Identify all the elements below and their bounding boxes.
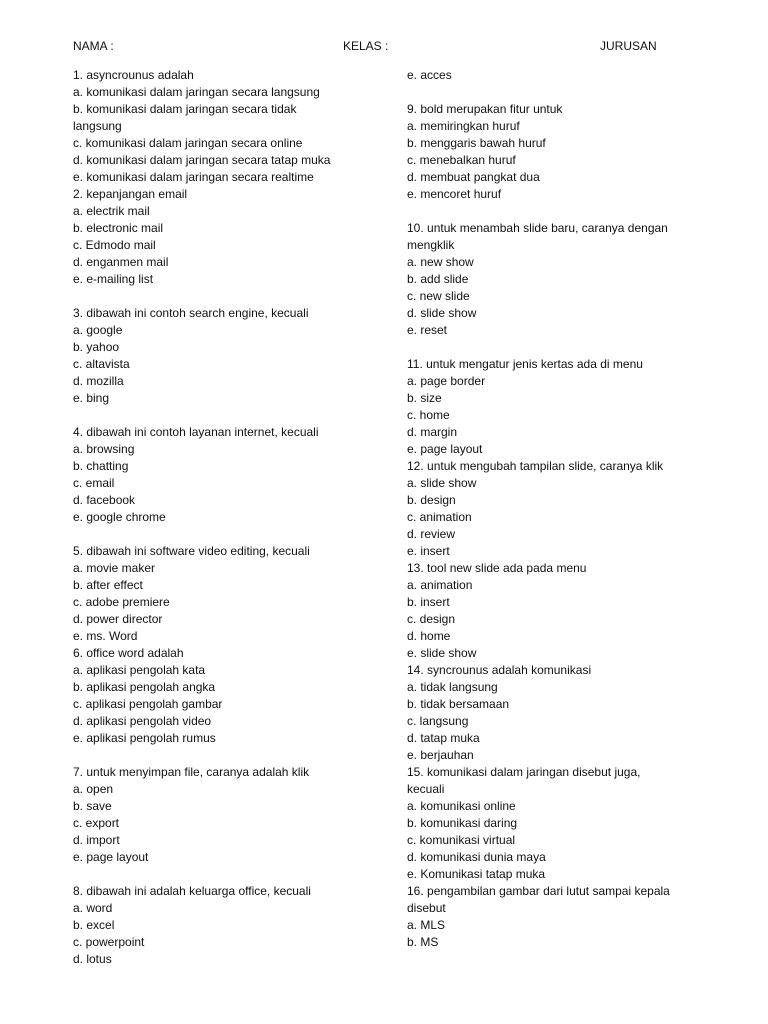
answer-line: b. aplikasi pengolah angka [73,680,216,694]
answer-line: d. facebook [73,493,136,507]
answer-line: e. komunikasi dalam jaringan secara realtime [73,170,314,184]
answer-line: b. insert [407,595,450,609]
answer-line: a. animation [407,578,473,592]
answer-line: b. tidak bersamaan [407,697,510,711]
answer-line: b. design [407,493,456,507]
answer-line: d. komunikasi dalam jaringan secara tatap muka [73,153,331,167]
answer-line: d. home [407,629,451,643]
blank-line [407,203,729,220]
answer-line: c. menebalkan huruf [407,153,516,167]
answer-line: e. acces [407,68,452,82]
answer-line: d. komunikasi dunia maya [407,850,546,864]
answer-line: a. electrik mail [73,204,150,218]
answer-line: e. slide show [407,646,477,660]
question-text: 15. komunikasi dalam jaringan disebut juga, [407,765,641,779]
answer-line: a. new show [407,255,474,269]
answer-line: d. import [73,833,120,847]
answer-line: e. insert [407,544,450,558]
nama-label: NAMA : [73,39,114,53]
answer-line: a. google [73,323,123,337]
answer-line: a. MLS [407,918,446,932]
answer-line: b. save [73,799,112,813]
answer-line: a. movie maker [73,561,156,575]
question-text: 12. untuk mengubah tampilan slide, caranya klik [407,459,664,473]
answer-line: mengklik [407,238,455,252]
answer-line: e. bing [73,391,110,405]
blank-line [73,288,395,305]
answer-line: d. aplikasi pengolah video [73,714,212,728]
question-text: 8. dibawah ini adalah keluarga office, kecuali [73,884,311,898]
answer-line: d. power director [73,612,163,626]
answer-line: langsung [73,119,122,133]
answer-line: kecuali [407,782,445,796]
answer-line: c. email [73,476,115,490]
answer-line: c. design [407,612,456,626]
answer-line: disebut [407,901,446,915]
answer-line: c. export [73,816,120,830]
kelas-label: KELAS : [343,39,389,53]
question-text: 13. tool new slide ada pada menu [407,561,587,575]
question-text: 10. untuk menambah slide baru, caranya dengan [407,221,668,235]
answer-line: d. lotus [73,952,112,966]
answer-line: a. komunikasi online [407,799,516,813]
answer-line: b. after effect [73,578,143,592]
answer-line: a. memiringkan huruf [407,119,520,133]
answer-line: c. Edmodo mail [73,238,156,252]
answer-line: a. open [73,782,114,796]
answer-line: d. mozilla [73,374,124,388]
answer-line: a. aplikasi pengolah kata [73,663,206,677]
answer-line: a. tidak langsung [407,680,498,694]
question-text: 6. office word adalah [73,646,184,660]
answer-line: b. size [407,391,442,405]
blank-line [407,339,729,356]
answer-line: c. komunikasi virtual [407,833,516,847]
answer-line: b. yahoo [73,340,120,354]
question-text: 9. bold merupakan fitur untuk [407,102,563,116]
answer-line: d. slide show [407,306,477,320]
answer-line: c. animation [407,510,472,524]
blank-line [73,526,395,543]
answer-line: b. menggaris bawah huruf [407,136,546,150]
answer-line: d. enganmen mail [73,255,169,269]
answer-line: e. mencoret huruf [407,187,502,201]
answer-line: e. page layout [73,850,149,864]
answer-line: b. komunikasi dalam jaringan secara tidak [73,102,297,116]
answer-line: a. slide show [407,476,477,490]
answer-line: a. komunikasi dalam jaringan secara langsung [73,85,320,99]
answer-line: c. new slide [407,289,470,303]
question-text: 16. pengambilan gambar dari lutut sampai kepala [407,884,670,898]
answer-line: c. altavista [73,357,130,371]
answer-line: e. reset [407,323,448,337]
question-text: 2. kepanjangan email [73,187,188,201]
answer-line: e. aplikasi pengolah rumus [73,731,216,745]
blank-line [73,866,395,883]
answer-line: b. electronic mail [73,221,164,235]
answer-line: e. berjauhan [407,748,474,762]
answer-line: b. add slide [407,272,469,286]
jurusan-label: JURUSAN [600,39,657,53]
answer-line: d. tatap muka [407,731,480,745]
answer-line: c. adobe premiere [73,595,170,609]
blank-line [73,747,395,764]
answer-line: c. powerpoint [73,935,145,949]
answer-line: e. e-mailing list [73,272,154,286]
question-text: 3. dibawah ini contoh search engine, kecuali [73,306,309,320]
answer-line: d. membuat pangkat dua [407,170,540,184]
answer-line: e. ms. Word [73,629,138,643]
answer-line: d. margin [407,425,458,439]
answer-line: a. word [73,901,113,915]
question-text: 4. dibawah ini contoh layanan internet, kecuali [73,425,319,439]
question-text: 5. dibawah ini software video editing, kecuali [73,544,310,558]
answer-line: c. aplikasi pengolah gambar [73,697,223,711]
answer-line: c. home [407,408,450,422]
answer-line: a. page border [407,374,486,388]
answer-line: a. browsing [73,442,135,456]
answer-line: b. excel [73,918,115,932]
blank-line [407,84,729,101]
blank-line [73,407,395,424]
question-text: 11. untuk mengatur jenis kertas ada di menu [407,357,643,371]
answer-line: c. langsung [407,714,469,728]
answer-line: e. google chrome [73,510,166,524]
answer-line: e. Komunikasi tatap muka [407,867,546,881]
answer-line: b. MS [407,935,439,949]
answer-line: c. komunikasi dalam jaringan secara online [73,136,303,150]
left-column [73,67,395,968]
question-text: 1. asyncrounus adalah [73,68,194,82]
answer-line: e. page layout [407,442,483,456]
answer-line: b. komunikasi daring [407,816,518,830]
answer-line: d. review [407,527,456,541]
answer-line: b. chatting [73,459,129,473]
question-text: 14. syncrounus adalah komunikasi [407,663,592,677]
right-column [407,67,729,951]
question-text: 7. untuk menyimpan file, caranya adalah klik [73,765,310,779]
